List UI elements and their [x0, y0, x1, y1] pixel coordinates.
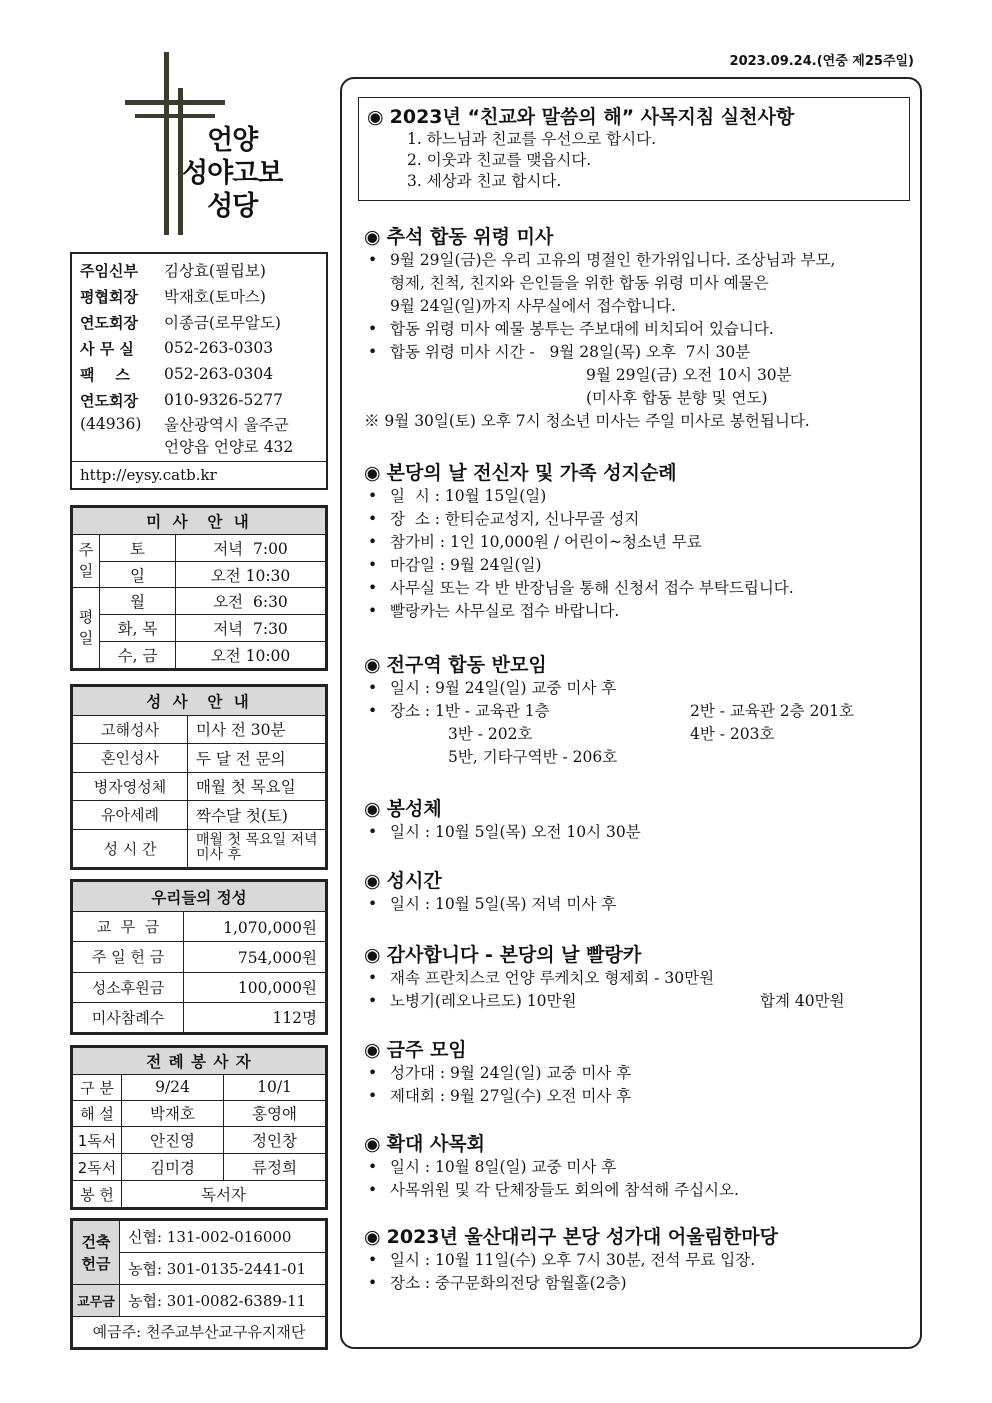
motto-title: ◉ 2023년 “친교와 말씀의 해” 사목지침 실천사항 [367, 102, 901, 129]
info-row: 팩 스 052-263-0304 [80, 365, 274, 384]
mass-schedule-box: 미 사 안 내 주 일 토 저녁 7:00 일 오전 10:30 평 일 월 오전 6:30 화, 목 저녁 7:30 수, 금 오전 10:00 [70, 505, 328, 671]
mass-title: 미 사 안 내 [73, 508, 326, 535]
address: (44936) 울산광역시 울주군 [80, 415, 289, 434]
logo-text: 언양 성야고보 성당 [182, 125, 283, 222]
parish-info-box: 주임신부 김상효(필립보) 평협회장 박재호(토마스) 연도회장 이종금(로무알도) 사 무 실 052-263-0303 팩 스 052-263-0304 연도회장 010-9326-5277 (44936) 울산광역시 울주군 언양읍 언양로 432 http://eysy.catb.kr [70, 252, 328, 490]
accounts-box: 건축 헌금 신협: 131-002-016000 농협: 301-0135-2441-01 교무금 농협: 301-0082-6389-11 예금주: 천주교부산교구유지재단 [70, 1218, 328, 1350]
section-choir-festival: ◉ 2023년 울산대리구 본당 성가대 어울림한마당 • 일시 : 10월 11일(수) 오후 7시 30분, 전석 무료 입장. • 장소 : 중구문화의전당 함월홀(2층) [364, 1222, 909, 1295]
offerings-box: 우리들의 정성 교 무 금 1,070,000원 주 일 헌 금 754,000원 성소후원금 100,000원 미사참례수 112명 [70, 879, 328, 1035]
website[interactable]: http://eysy.catb.kr [72, 461, 326, 484]
liturgy-servers-box: 전 례 봉 사 자 구 분 9/24 10/1 해 설 박재호 홍영애 1독서 안진영 정인창 2독서 김미경 류정희 봉 헌 독서자 [70, 1045, 328, 1210]
section-memorial-mass: ◉ 추석 합동 위령 미사 • 9월 29일(금)은 우리 고유의 명절인 한가위입니다. 조상님과 부모, 형제, 친척, 친지와 은인들을 위한 합동 위령 미사 예물은 9월 24일(일)까지 사무실에서 접수합니다. • 합동 위령 미사 예물 봉투는 주보대에 비치되어 있습니다. • 합동 위령 미사 시간 - 9월 28일(목) 오후 7시 30분 9월 29일(금) 오전 10시 30분 (미사후 합동 분향 및 연도) ※ 9월 30일(토) 오후 7시 청소년 미사는 주일 미사로 봉헌됩니다. [364, 222, 909, 433]
section-holy-hour: ◉ 성시간 • 일시 : 10월 5일(목) 저녁 미사 후 [364, 866, 909, 916]
motto-box: ◉ 2023년 “친교와 말씀의 해” 사목지침 실천사항 1. 하느님과 친교를 우선으로 합시다. 2. 이웃과 친교를 맺읍시다. 3. 세상과 친교 합시다. [358, 97, 910, 201]
sunday-label: 주 일 [73, 534, 100, 588]
sacraments-box: 성 사 안 내 고해성사 미사 전 30분 혼인성사 두 달 전 문의 병자영성체 매월 첫 목요일 유아세례 짝수달 첫(토) 성 시 간 매월 첫 목요일 저녁미사 후 [70, 684, 328, 870]
bulletin-date: 2023.09.24.(연중 제25주일) [729, 54, 914, 69]
section-weekly-meetings: ◉ 금주 모임 • 성가대 : 9월 24일(일) 교중 미사 후 • 제대회 : 9월 27일(수) 오전 미사 후 [364, 1035, 909, 1108]
info-row: 사 무 실 052-263-0303 [80, 339, 274, 358]
section-group-meeting: ◉ 전구역 합동 반모임 • 일시 : 9월 24일(일) 교중 미사 후 • 장소 : 1반 - 교육관 1층 2반 - 교육관 2층 201호 3반 - 202호 4반 - 203호 5반, 기타구역반 - 206호 [364, 650, 909, 769]
section-thanks: ◉ 감사합니다 - 본당의 날 빨랑카 • 재속 프란치스코 언양 루케치오 형제회 - 30만원 • 노병기(레오나르도) 10만원 합계 40만원 [364, 940, 909, 1013]
info-row: 연도회장 이종금(로무알도) [80, 313, 281, 332]
info-row: 연도회장 010-9326-5277 [80, 391, 283, 410]
info-row: 주임신부 김상효(필립보) [80, 261, 266, 280]
section-pilgrimage: ◉ 본당의 날 전신자 및 가족 성지순례 • 일 시 : 10월 15일(일) • 장 소 : 한티순교성지, 신나무골 성지 • 참가비 : 1인 10,000원 / 어린이~청소년 무료 • 마감일 : 9월 24일(일) • 사무실 또는 각 반 반장님을 통해 신청서 접수 부탁드립니다. • 빨랑카는 사무실로 접수 바랍니다. [364, 458, 909, 623]
section-communion-sick: ◉ 봉성체 • 일시 : 10월 5일(목) 오전 10시 30분 [364, 794, 909, 844]
info-row: 평협회장 박재호(토마스) [80, 287, 266, 306]
section-pastoral-council: ◉ 확대 사목회 • 일시 : 10월 8일(일) 교중 미사 후 • 사목위원 및 각 단체장들도 회의에 참석해 주십시오. [364, 1129, 909, 1202]
parish-logo [120, 52, 330, 242]
weekday-label: 평 일 [73, 588, 100, 669]
